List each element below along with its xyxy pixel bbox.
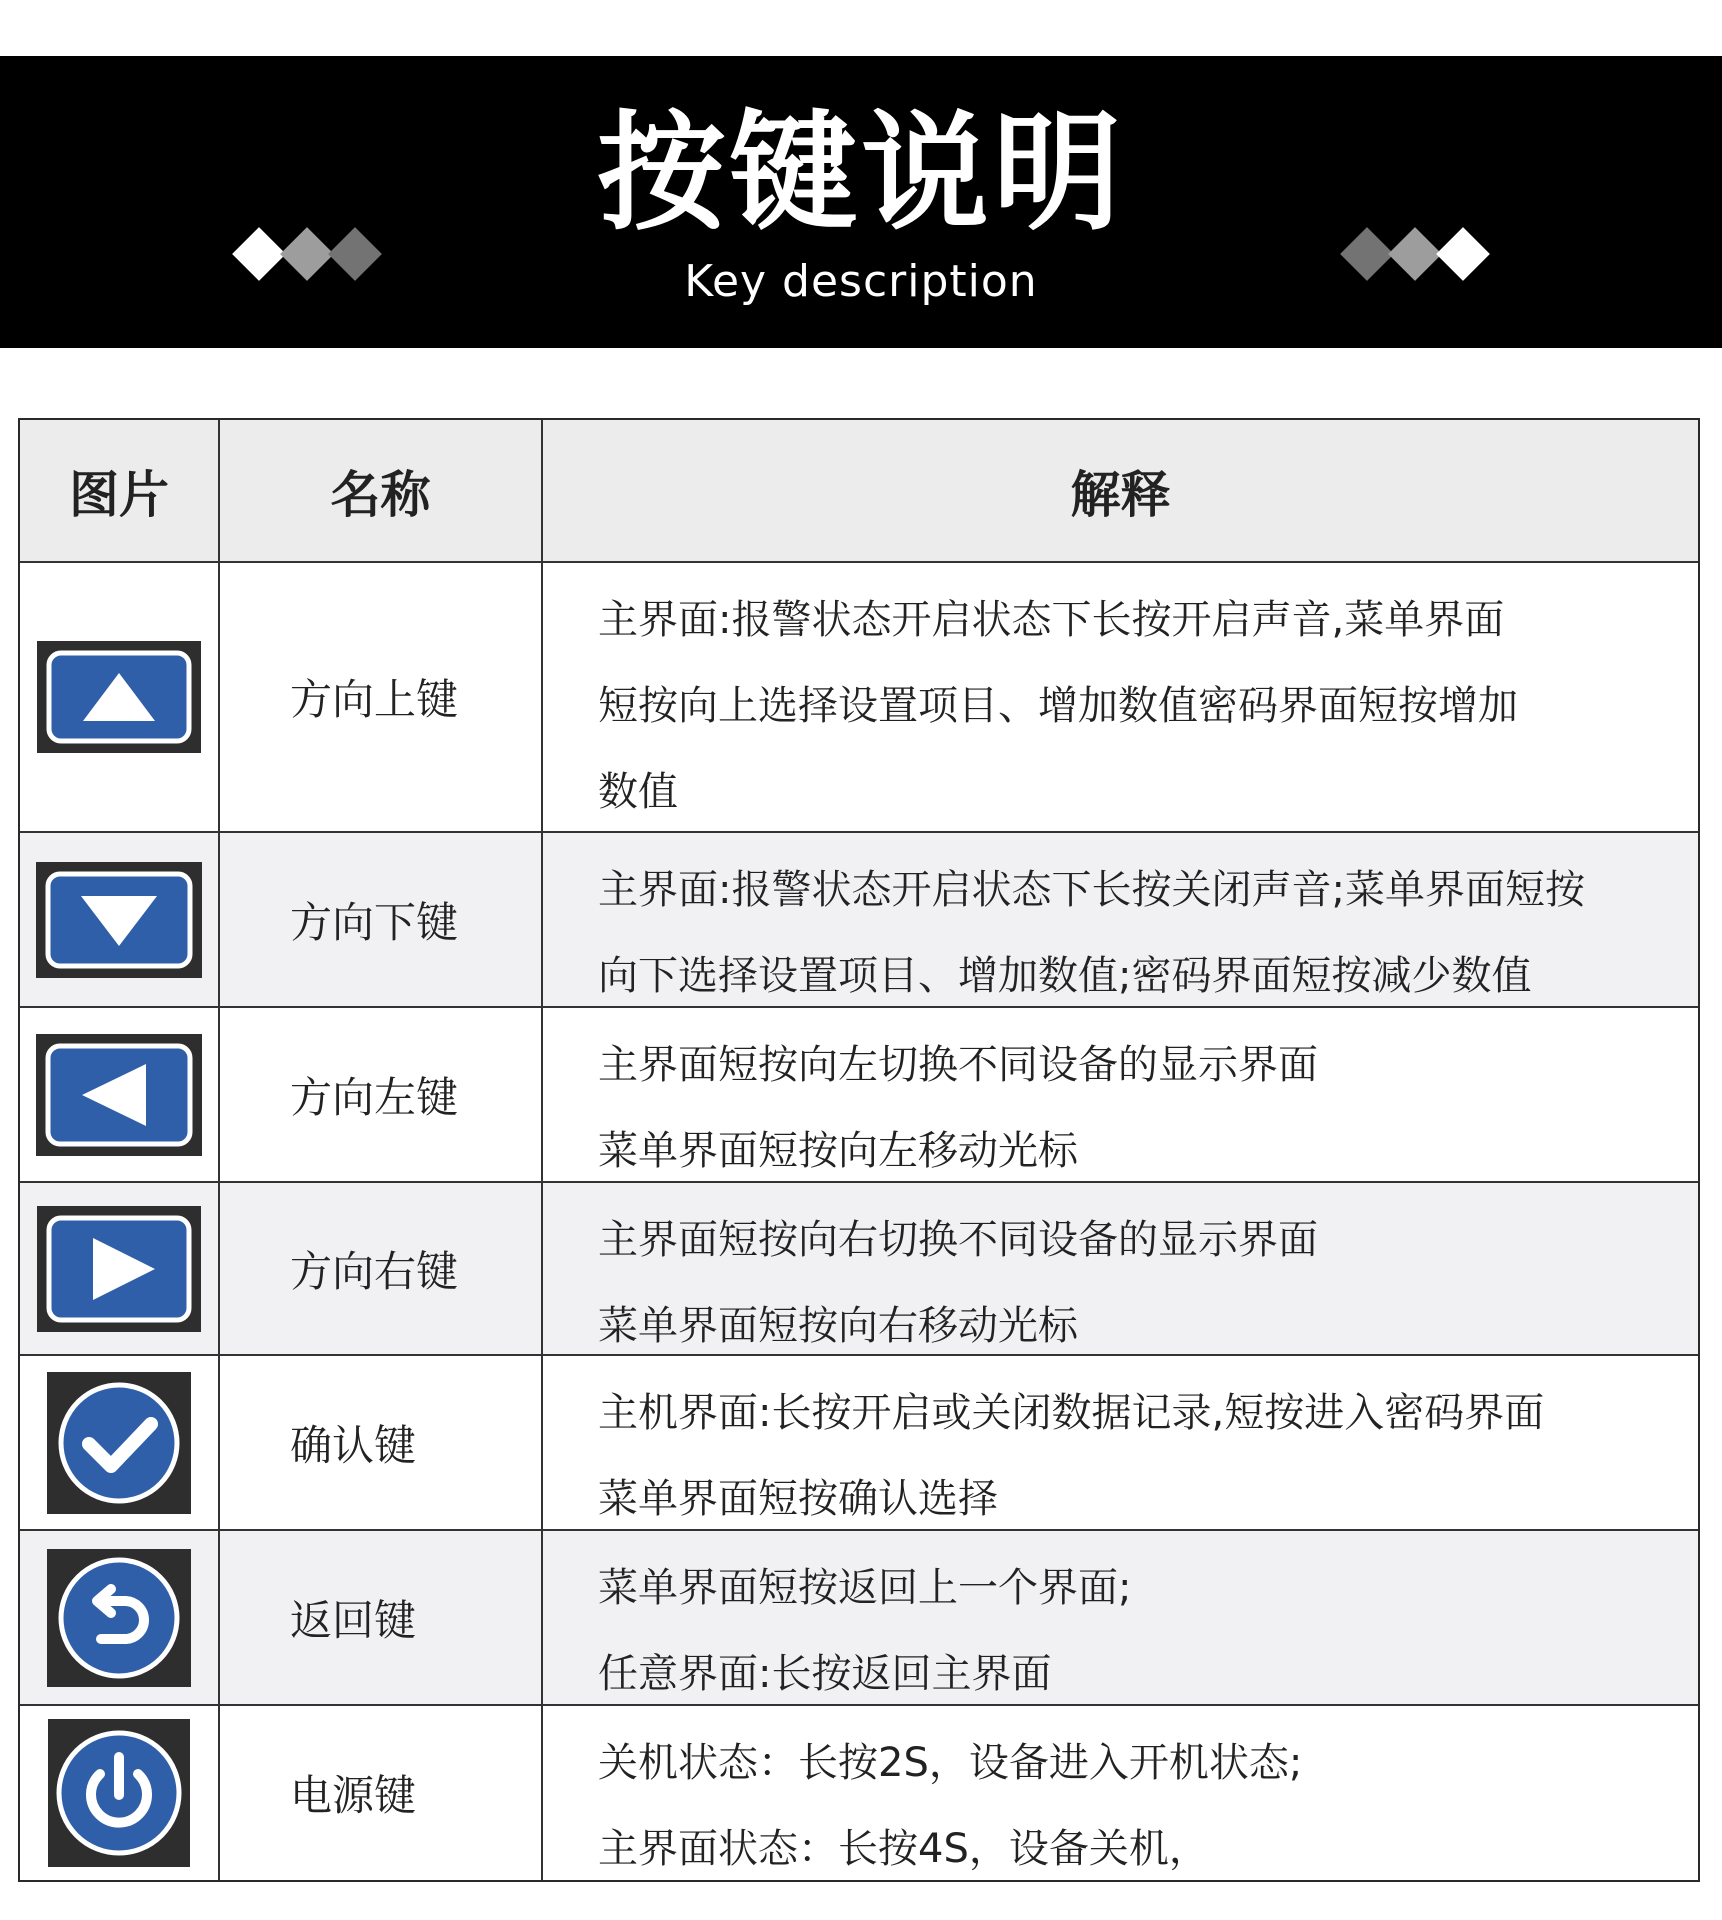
description-line: 主机界面:长按开启或关闭数据记录,短按进入密码界面 [598,1390,1545,1436]
arrow-right-icon [37,1206,201,1332]
header-image: 图片 [69,465,169,524]
header-description: 解释 [1070,465,1171,524]
description-line: 短按向上选择设置项目、增加数值密码界面短按增加 [598,683,1518,729]
key-description [598,1370,1688,1542]
confirm-check-icon [47,1372,191,1514]
arrow-up-icon [37,641,201,753]
arrow-left-icon [36,1034,202,1156]
description-line: 菜单界面短按向左移动光标 [598,1128,1078,1174]
description-line: 向下选择设置项目、增加数值;密码界面短按减少数值 [598,953,1532,999]
description-line: 主界面短按向右切换不同设备的显示界面 [598,1217,1318,1263]
diamond-icon [1436,227,1490,281]
key-description [598,577,1688,835]
key-name: 电源键 [290,1771,417,1820]
table-row [20,831,1698,1006]
key-description [598,1022,1688,1194]
key-name: 方向右键 [290,1246,459,1296]
description-line: 主界面:报警状态开启状态下长按开启声音,菜单界面 [598,597,1505,643]
key-name: 方向上键 [290,675,459,724]
header-name: 名称 [330,465,431,524]
table-row [20,1704,1698,1880]
description-line: 菜单界面短按确认选择 [598,1476,998,1522]
table-row [20,1529,1698,1704]
description-line: 任意界面:长按返回主界面 [598,1651,1052,1697]
table-row [20,1181,1698,1354]
key-description [598,1720,1688,1892]
page-title: 按键说明 [596,99,1125,248]
decorative-diamonds-right [1334,222,1494,292]
table-row [20,1006,1698,1181]
key-name: 返回键 [290,1595,417,1645]
description-line: 主界面:报警状态开启状态下长按关闭声音;菜单界面短按 [598,867,1585,913]
key-name: 确认键 [290,1420,417,1470]
key-description [598,1197,1688,1369]
description-line: 主界面短按向左切换不同设备的显示界面 [598,1042,1318,1088]
header-banner [0,56,1722,348]
description-line: 主界面状态：长按4S，设备关机， [598,1826,1209,1872]
arrow-down-icon [36,862,202,978]
page-subtitle: Key description [684,256,1038,307]
key-name: 方向左键 [290,1072,459,1122]
key-description [598,847,1688,1019]
key-description [598,1545,1688,1717]
table-header-row [20,420,1698,561]
table-row [20,1354,1698,1529]
diamond-icon [1340,227,1394,281]
description-line: 菜单界面短按返回上一个界面; [598,1565,1132,1611]
key-name: 方向下键 [290,897,459,947]
table-row [20,561,1698,831]
diamond-icon [1388,227,1442,281]
key-description-table [18,418,1700,1882]
description-line: 菜单界面短按向右移动光标 [598,1303,1078,1349]
power-icon [48,1719,190,1867]
return-icon [47,1549,191,1687]
description-line: 数值 [598,769,678,815]
description-line: 关机状态：长按2S，设备进入开机状态; [598,1740,1303,1786]
